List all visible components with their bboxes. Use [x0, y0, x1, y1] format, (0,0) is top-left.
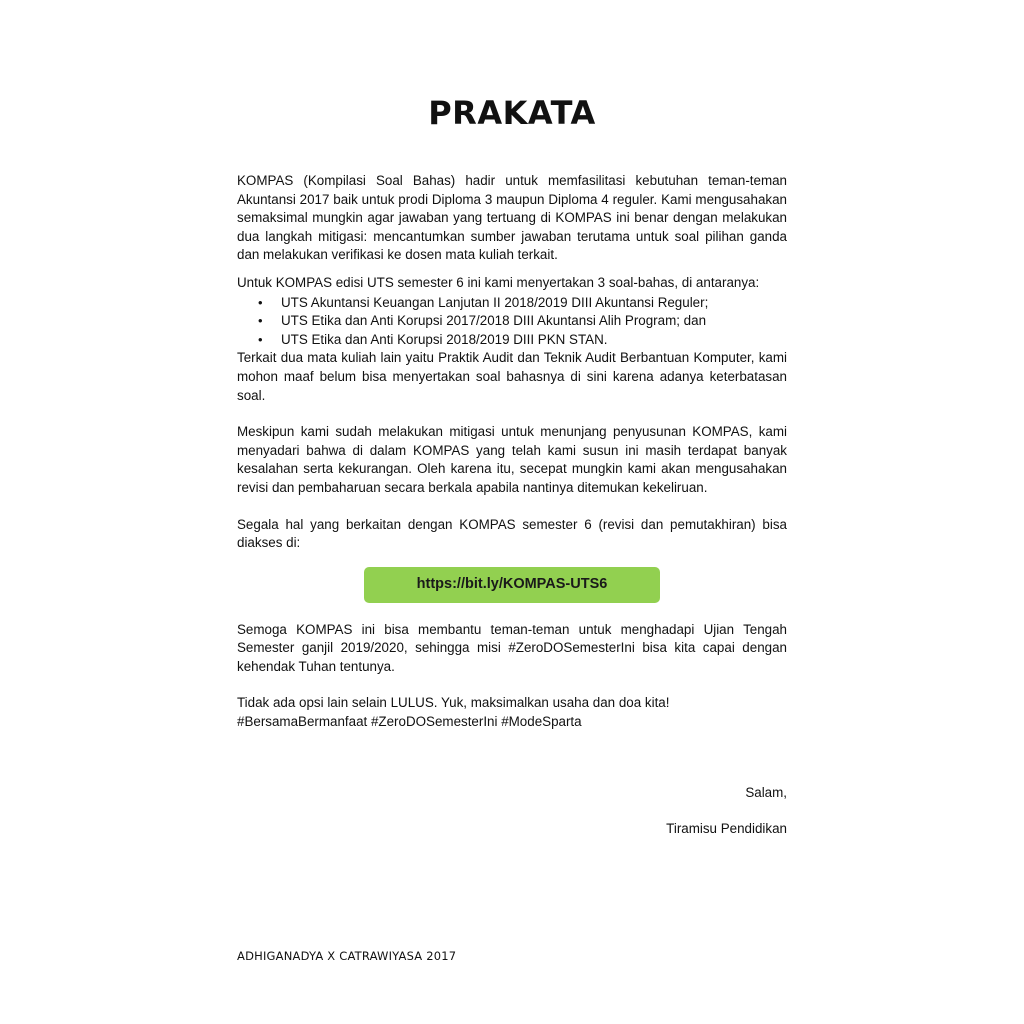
- exam-list: [237, 294, 787, 350]
- list-item: • UTS Etika dan Anti Korupsi 2017/2018 DIII Akuntansi Alih Program; dan: [237, 312, 787, 331]
- document-body: [237, 172, 787, 839]
- hope-paragraph: Semoga KOMPAS ini bisa membantu teman-teman untuk menghadapi Ujian Tengah Semester ganjil 2019/2020, sehingga misi #ZeroDOSemesterIni bisa kita capai dengan kehendak Tuhan tentunya.: [237, 621, 787, 674]
- kompas-link-box[interactable]: [364, 567, 660, 603]
- intro-paragraph: KOMPAS (Kompilasi Soal Bahas) hadir untuk memfasilitasi kebutuhan teman-teman Akuntansi 2017 baik untuk prodi Diploma 3 maupun Diploma 4 reguler. Kami mengusahakan semaksimal mungkin agar jawaban yang tertuang di KOMPAS ini benar dengan melakukan dua langkah mitigasi: mencantumkan sumber jawaban terutama untuk soal pilihan ganda dan melakukan verifikasi ke dosen mata kuliah terkait.: [237, 173, 787, 263]
- list-item: • UTS Etika dan Anti Korupsi 2018/2019 DIII PKN STAN.: [237, 331, 787, 350]
- signoff-greeting: Salam,: [745, 784, 787, 800]
- page-title: PRAKATA: [428, 94, 596, 132]
- signoff-author: Tiramisu Pendidikan: [666, 821, 787, 837]
- kompas-link[interactable]: https://bit.ly/KOMPAS-UTS6: [416, 576, 608, 593]
- limitation-paragraph: Terkait dua mata kuliah lain yaitu Praktik Audit dan Teknik Audit Berbantuan Komputer, kami mohon maaf belum bisa menyertakan soal bahasnya di sini karena adanya keterbatasan soal.: [237, 350, 787, 403]
- edition-intro-paragraph: Untuk KOMPAS edisi UTS semester 6 ini kami menyertakan 3 soal-bahas, di antaranya:: [237, 274, 760, 290]
- access-paragraph: Segala hal yang berkaitan dengan KOMPAS semester 6 (revisi dan pemutakhiran) bisa diakses di:: [237, 516, 787, 551]
- hashtag-line: #BersamaBermanfaat #ZeroDOSemesterIni #ModeSparta: [237, 714, 582, 730]
- mitigation-paragraph: Meskipun kami sudah melakukan mitigasi untuk menunjang penyusunan KOMPAS, kami menyadari bahwa di dalam KOMPAS yang telah kami susun ini masih terdapat banyak kesalahan serta kekurangan. Oleh karena itu, secepat mungkin kami akan mengusahakan revisi dan pembaharuan secara berkala apabila nantinya ditemukan kekeliruan.: [237, 424, 787, 495]
- page-footer: ADHIGANADYA X CATRAWIYASA 2017: [237, 949, 457, 963]
- list-item: • UTS Akuntansi Keuangan Lanjutan II 2018/2019 DIII Akuntansi Reguler;: [237, 294, 787, 313]
- closing-line: Tidak ada opsi lain selain LULUS. Yuk, maksimalkan usaha dan doa kita!: [237, 695, 670, 711]
